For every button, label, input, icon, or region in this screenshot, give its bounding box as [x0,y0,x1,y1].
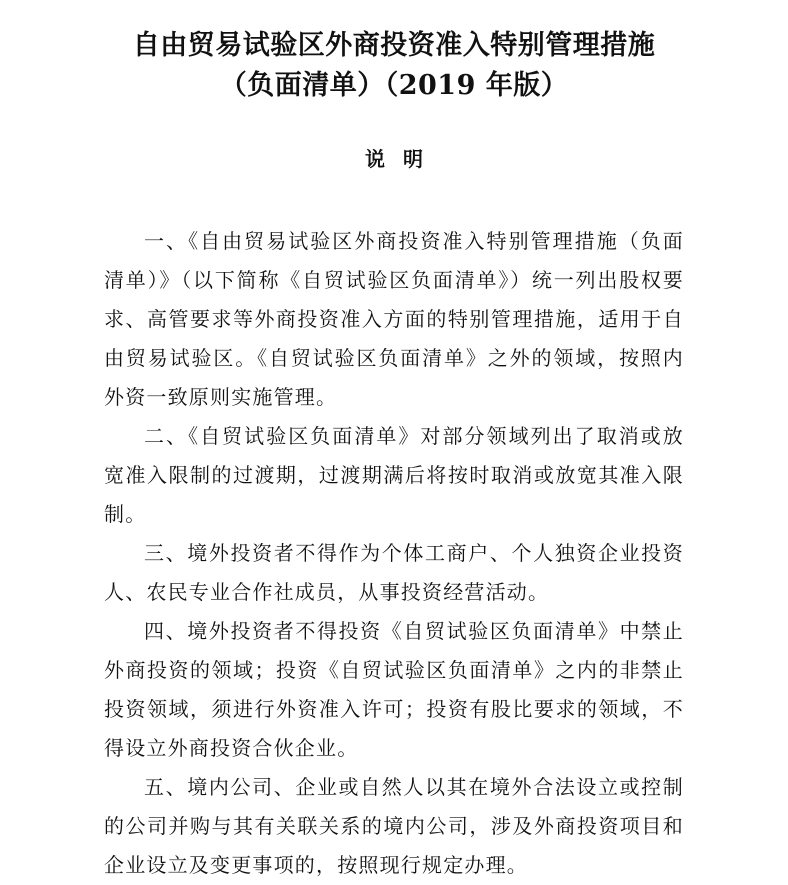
document-title: 自由贸易试验区外商投资准入特别管理措施 [132,30,656,61]
document-subtitle: （负面清单）（2019 年版） [219,70,569,101]
section-heading: 说明 [365,147,441,171]
paragraph-2: 二、《自贸试验区负面清单》对部分领域列出了取消或放宽准入限制的过渡期，过渡期满后将按时取消或放宽其准入限制。 [104,424,684,526]
paragraph-3: 三、境外投资者不得作为个体工商户、个人独资企业投资人、农民专业合作社成员，从事投资经营活动。 [104,541,684,604]
paragraph-5: 五、境内公司、企业或自然人以其在境外合法设立或控制的公司并购与其有关联关系的境内公司，涉及外商投资项目和企业设立及变更事项的，按照现行规定办理。 [104,775,684,877]
paragraph-1: 一、《自由贸易试验区外商投资准入特别管理措施（负面清单）》（以下简称《自贸试验区负面清单》）统一列出股权要求、高管要求等外商投资准入方面的特别管理措施，适用于自由贸易试验区。《自贸试验区负面清单》之外的领域，按照内外资一致原则实施管理。 [104,229,684,409]
paragraph-4: 四、境外投资者不得投资《自贸试验区负面清单》中禁止外商投资的领域；投资《自贸试验区负面清单》之内的非禁止投资领域，须进行外资准入许可；投资有股比要求的领域，不得设立外商投资合伙企业。 [104,619,684,760]
document-body [104,222,684,885]
